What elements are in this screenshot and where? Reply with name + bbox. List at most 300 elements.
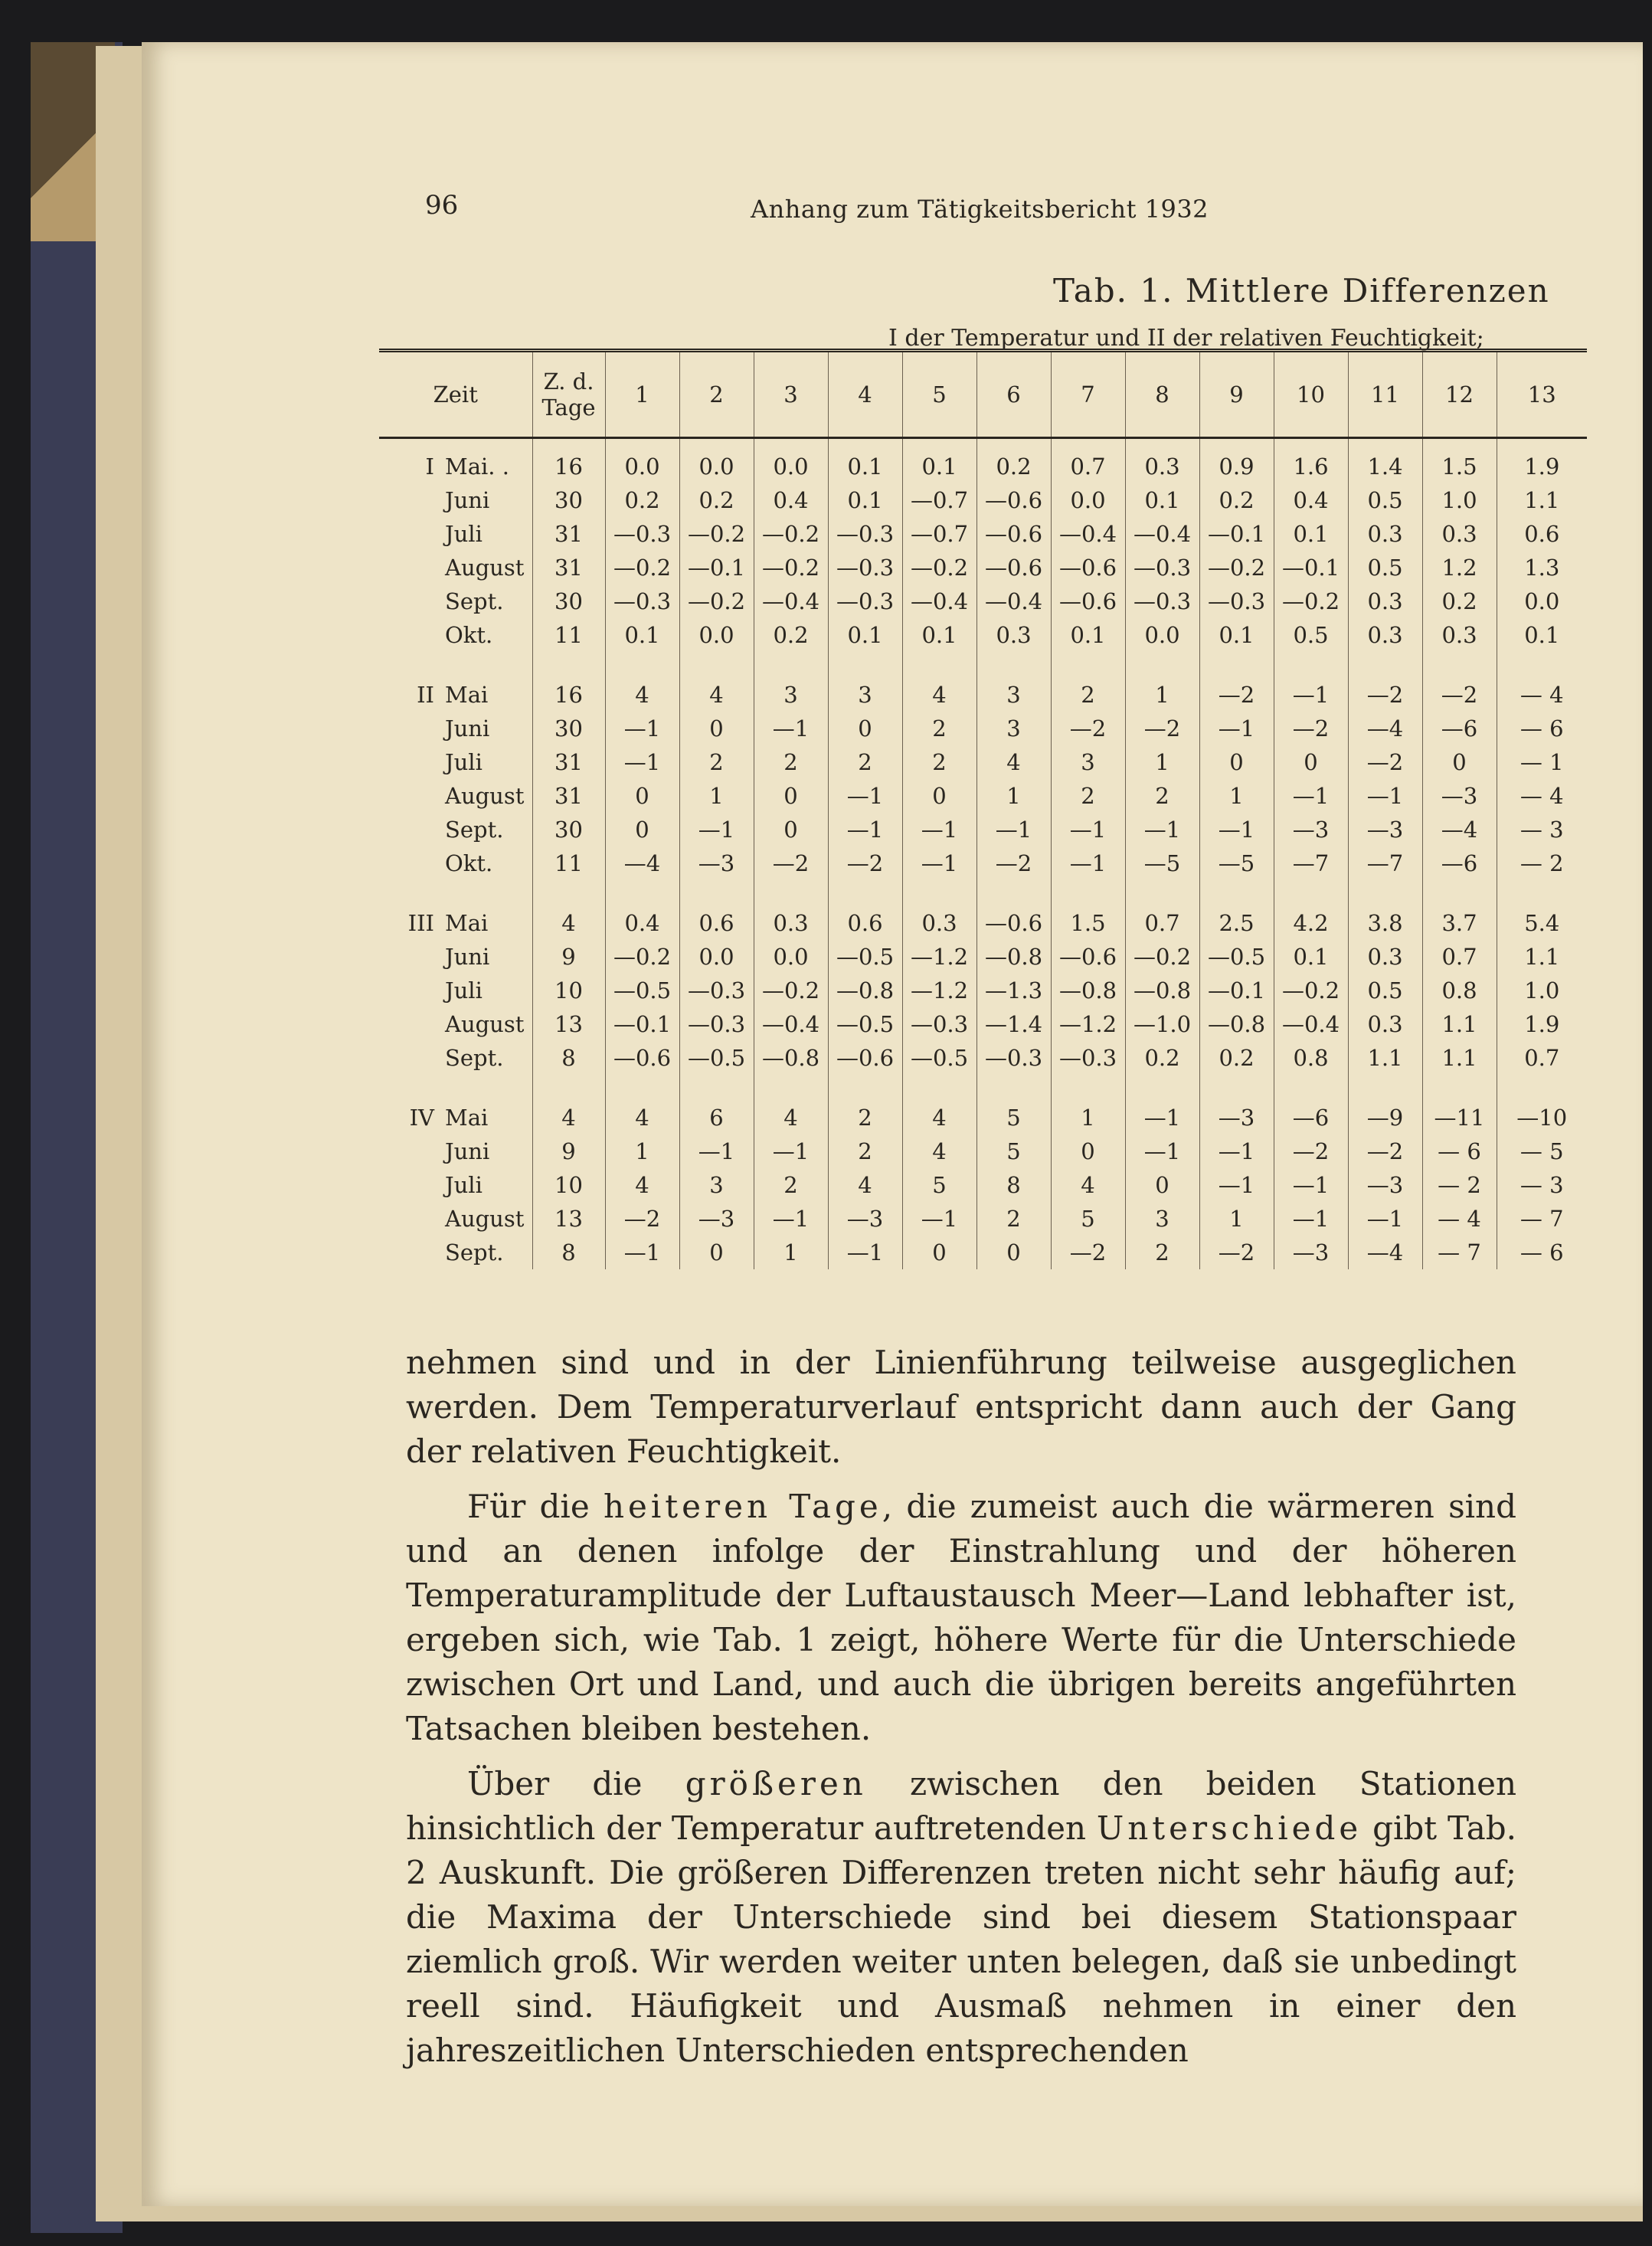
value-cell: 0 <box>1051 1134 1125 1168</box>
value-cell: —1 <box>1348 779 1422 813</box>
gap-cell <box>605 880 679 906</box>
month-label: Mai <box>445 682 489 708</box>
value-cell: 0.4 <box>754 483 828 517</box>
value-cell: 0.2 <box>1125 1041 1199 1075</box>
value-cell: 1 <box>1199 1202 1274 1236</box>
value-cell: 3 <box>1051 745 1125 779</box>
value-cell: 0.1 <box>828 618 902 652</box>
value-cell: 1 <box>1125 745 1199 779</box>
value-cell: —1 <box>754 1202 828 1236</box>
value-cell: 3.8 <box>1348 906 1422 940</box>
table-row <box>379 940 1587 974</box>
value-cell: 4 <box>754 1101 828 1134</box>
days-cell: 11 <box>532 846 605 880</box>
table-row <box>379 779 1587 813</box>
value-cell: 2 <box>828 1134 902 1168</box>
month-cell <box>379 712 532 745</box>
month-cell <box>379 1236 532 1269</box>
table-row <box>379 846 1587 880</box>
value-cell: 0.8 <box>1274 1041 1348 1075</box>
value-cell: —2 <box>1051 712 1125 745</box>
gap-cell <box>1422 880 1497 906</box>
col-header-hour: 7 <box>1051 351 1125 438</box>
value-cell: —0.2 <box>679 584 754 618</box>
value-cell: — 1 <box>1497 745 1587 779</box>
month-cell <box>379 678 532 712</box>
value-cell: 5 <box>976 1134 1051 1168</box>
block-gap <box>379 652 1587 678</box>
table-row <box>379 618 1587 652</box>
value-cell: 2 <box>1125 779 1199 813</box>
month-label: August <box>445 783 525 809</box>
value-cell: —2 <box>1199 1236 1274 1269</box>
value-cell: —7 <box>1274 846 1348 880</box>
value-cell: —0.3 <box>679 974 754 1007</box>
month-label: Juli <box>445 749 483 775</box>
value-cell: —2 <box>1125 712 1199 745</box>
value-cell: 0 <box>976 1236 1051 1269</box>
month-cell <box>379 1134 532 1168</box>
value-cell: —1 <box>902 813 976 846</box>
value-cell: —0.6 <box>976 906 1051 940</box>
col-header-hour: 9 <box>1199 351 1274 438</box>
days-cell: 30 <box>532 584 605 618</box>
value-cell: —0.1 <box>605 1007 679 1041</box>
gap-cell <box>679 652 754 678</box>
table-row <box>379 1101 1587 1134</box>
value-cell: — 3 <box>1497 1168 1587 1202</box>
value-cell: —0.3 <box>828 551 902 584</box>
gap-cell <box>379 880 532 906</box>
value-cell: 2.5 <box>1199 906 1274 940</box>
days-cell: 8 <box>532 1041 605 1075</box>
value-cell: 0.0 <box>754 940 828 974</box>
value-cell: 0.3 <box>1348 940 1422 974</box>
paragraph: nehmen sind und in der Linienführung teilweise ausgeglichen werden. Dem Temperaturverlauf entspricht dann auch der Gang der relativen Feuchtigkeit. <box>406 1344 1516 1470</box>
value-cell: —1 <box>754 1134 828 1168</box>
value-cell: 1.9 <box>1497 438 1587 484</box>
value-cell: 1 <box>976 779 1051 813</box>
month-cell <box>379 1101 532 1134</box>
month-label: Sept. <box>445 817 504 843</box>
value-cell: —5 <box>1199 846 1274 880</box>
value-cell: —0.6 <box>1051 940 1125 974</box>
value-cell: 0.1 <box>902 438 976 484</box>
days-cell: 30 <box>532 712 605 745</box>
gap-cell <box>1199 1075 1274 1101</box>
value-cell: —1 <box>1274 779 1348 813</box>
table-row <box>379 745 1587 779</box>
value-cell: 0.3 <box>754 906 828 940</box>
value-cell: — 6 <box>1422 1134 1497 1168</box>
value-cell: 2 <box>902 745 976 779</box>
days-cell: 31 <box>532 745 605 779</box>
value-cell: 3 <box>1125 1202 1199 1236</box>
col-header-days: Z. d. Tage <box>532 351 605 438</box>
value-cell: 1 <box>1051 1101 1125 1134</box>
emphasis-text: heiteren Tage <box>603 1488 882 1525</box>
value-cell: —0.2 <box>754 517 828 551</box>
value-cell: —2 <box>1274 1134 1348 1168</box>
col-header-hour: 8 <box>1125 351 1199 438</box>
block-gap <box>379 880 1587 906</box>
value-cell: —0.2 <box>1274 584 1348 618</box>
value-cell: 4 <box>976 745 1051 779</box>
value-cell: 0 <box>605 813 679 846</box>
value-cell: 0.1 <box>1497 618 1587 652</box>
value-cell: —1 <box>828 813 902 846</box>
value-cell: —2 <box>754 846 828 880</box>
value-cell: 0.1 <box>605 618 679 652</box>
value-cell: 0.6 <box>679 906 754 940</box>
data-table <box>379 349 1587 1269</box>
value-cell: 3 <box>976 678 1051 712</box>
value-cell: 0.4 <box>605 906 679 940</box>
value-cell: 6 <box>679 1101 754 1134</box>
value-cell: 0.1 <box>1274 517 1348 551</box>
value-cell: 1 <box>1199 779 1274 813</box>
month-label: Juli <box>445 1172 483 1198</box>
value-cell: 3.7 <box>1422 906 1497 940</box>
month-label: August <box>445 555 525 581</box>
value-cell: 1 <box>679 779 754 813</box>
gap-cell <box>976 652 1051 678</box>
month-label: August <box>445 1206 525 1232</box>
value-cell: 0.3 <box>1125 438 1199 484</box>
value-cell: —4 <box>1348 1236 1422 1269</box>
value-cell: 0.3 <box>1348 517 1422 551</box>
value-cell: —0.6 <box>1051 551 1125 584</box>
gap-cell <box>379 652 532 678</box>
gap-cell <box>976 880 1051 906</box>
month-label: Juni <box>445 1138 490 1164</box>
value-cell: —0.1 <box>1199 517 1274 551</box>
value-cell: —0.4 <box>1051 517 1125 551</box>
value-cell: 0 <box>1422 745 1497 779</box>
value-cell: —2 <box>828 846 902 880</box>
value-cell: —0.3 <box>976 1041 1051 1075</box>
value-cell: 4 <box>1051 1168 1125 1202</box>
gap-cell <box>532 880 605 906</box>
table-row <box>379 1041 1587 1075</box>
gap-cell <box>379 1075 532 1101</box>
value-cell: 1.4 <box>1348 438 1422 484</box>
gap-cell <box>679 880 754 906</box>
value-cell: 2 <box>828 1101 902 1134</box>
value-cell: —6 <box>1274 1101 1348 1134</box>
block-label: III <box>407 910 434 936</box>
text-run: gibt Tab. 2 Auskunft. Die größeren Differenzen treten nicht sehr häufig auf; die Maxima der Unterschiede sind bei diesem Stationspaar ziemlich groß. Wir werden weiter unten belegen, daß sie unbedingt reell sind. Häufigkeit und Ausmaß nehmen in einer den jahreszeitlichen Unterschieden entsprechenden <box>406 1809 1516 2069</box>
col-header-hour: 12 <box>1422 351 1497 438</box>
paragraph <box>406 1485 1516 1751</box>
days-cell: 8 <box>532 1236 605 1269</box>
gap-cell <box>902 1075 976 1101</box>
value-cell: 0.0 <box>1051 483 1125 517</box>
value-cell: 0.5 <box>1348 551 1422 584</box>
value-cell: —1 <box>679 1134 754 1168</box>
value-cell: 0.2 <box>679 483 754 517</box>
block-label: I <box>425 453 434 480</box>
value-cell: —5 <box>1125 846 1199 880</box>
month-cell <box>379 517 532 551</box>
col-header-hour: 10 <box>1274 351 1348 438</box>
value-cell: 4 <box>605 1168 679 1202</box>
value-cell: —0.5 <box>902 1041 976 1075</box>
gap-cell <box>1348 880 1422 906</box>
value-cell: —1 <box>1125 813 1199 846</box>
gap-cell <box>902 880 976 906</box>
value-cell: 4 <box>828 1168 902 1202</box>
value-cell: 0.5 <box>1348 974 1422 1007</box>
value-cell: —0.3 <box>1051 1041 1125 1075</box>
value-cell: —0.2 <box>605 551 679 584</box>
value-cell: 1.5 <box>1422 438 1497 484</box>
value-cell: —0.2 <box>1125 940 1199 974</box>
value-cell: —0.2 <box>1199 551 1274 584</box>
value-cell: —2 <box>1422 678 1497 712</box>
value-cell: 0.7 <box>1422 940 1497 974</box>
gap-cell <box>532 1075 605 1101</box>
value-cell: —1.2 <box>902 940 976 974</box>
value-cell: —0.7 <box>902 517 976 551</box>
value-cell: —1 <box>605 1236 679 1269</box>
gap-cell <box>1051 652 1125 678</box>
value-cell: —0.4 <box>902 584 976 618</box>
value-cell: —11 <box>1422 1101 1497 1134</box>
gap-cell <box>679 1075 754 1101</box>
value-cell: —1.4 <box>976 1007 1051 1041</box>
gap-cell <box>1497 880 1587 906</box>
month-cell <box>379 745 532 779</box>
month-label: Juni <box>445 944 490 970</box>
table-subtitle: I der Temperatur und II der relativen Feuchtigkeit; <box>888 325 1484 352</box>
days-cell: 31 <box>532 517 605 551</box>
days-cell: 4 <box>532 1101 605 1134</box>
header-row <box>379 351 1587 438</box>
value-cell: —2 <box>1348 678 1422 712</box>
value-cell: — 4 <box>1422 1202 1497 1236</box>
block-gap <box>379 1075 1587 1101</box>
value-cell: —2 <box>976 846 1051 880</box>
value-cell: —0.3 <box>828 584 902 618</box>
running-title: Anhang zum Tätigkeitsbericht 1932 <box>751 195 1209 224</box>
value-cell: —0.3 <box>605 584 679 618</box>
value-cell: — 2 <box>1497 846 1587 880</box>
value-cell: 0.3 <box>1348 584 1422 618</box>
value-cell: 4 <box>605 678 679 712</box>
value-cell: — 5 <box>1497 1134 1587 1168</box>
value-cell: 0.3 <box>976 618 1051 652</box>
value-cell: — 6 <box>1497 712 1587 745</box>
block-label: II <box>417 682 434 708</box>
value-cell: 0 <box>754 779 828 813</box>
value-cell: 2 <box>1051 779 1125 813</box>
value-cell: — 7 <box>1422 1236 1497 1269</box>
value-cell: 0.1 <box>1199 618 1274 652</box>
text-run: zwischen den beiden Stationen hinsichtlich der Temperatur auftretenden <box>406 1765 1516 1847</box>
table-row <box>379 1236 1587 1269</box>
value-cell: 0.6 <box>1497 517 1587 551</box>
month-cell <box>379 584 532 618</box>
month-label: Mai <box>445 910 489 936</box>
value-cell: 0.4 <box>1274 483 1348 517</box>
value-cell: —0.6 <box>605 1041 679 1075</box>
value-cell: 0.1 <box>1274 940 1348 974</box>
value-cell: —1 <box>605 712 679 745</box>
table-title: Tab. 1. Mittlere Differenzen <box>1053 272 1550 309</box>
value-cell: 4 <box>902 1101 976 1134</box>
value-cell: 2 <box>828 745 902 779</box>
days-cell: 30 <box>532 813 605 846</box>
gap-cell <box>754 1075 828 1101</box>
value-cell: —0.2 <box>754 974 828 1007</box>
table-row <box>379 1007 1587 1041</box>
month-label: Juli <box>445 521 483 547</box>
value-cell: —3 <box>1199 1101 1274 1134</box>
gap-cell <box>754 880 828 906</box>
value-cell: 0 <box>679 1236 754 1269</box>
value-cell: —6 <box>1422 712 1497 745</box>
table-row <box>379 906 1587 940</box>
value-cell: —1 <box>1199 1134 1274 1168</box>
value-cell: —3 <box>679 846 754 880</box>
value-cell: —1 <box>1348 1202 1422 1236</box>
value-cell: 0.2 <box>976 438 1051 484</box>
gap-cell <box>1274 880 1348 906</box>
value-cell: —0.8 <box>976 940 1051 974</box>
value-cell: —1 <box>605 745 679 779</box>
days-cell: 9 <box>532 940 605 974</box>
table-row <box>379 1134 1587 1168</box>
value-cell: 3 <box>754 678 828 712</box>
value-cell: 0.7 <box>1051 438 1125 484</box>
value-cell: 3 <box>976 712 1051 745</box>
table-row <box>379 517 1587 551</box>
value-cell: —0.6 <box>976 517 1051 551</box>
table-row <box>379 551 1587 584</box>
value-cell: —9 <box>1348 1101 1422 1134</box>
value-cell: 1.1 <box>1497 940 1587 974</box>
value-cell: 2 <box>976 1202 1051 1236</box>
month-label: Juni <box>445 487 490 513</box>
month-cell <box>379 438 532 484</box>
value-cell: —0.3 <box>605 517 679 551</box>
month-cell <box>379 483 532 517</box>
value-cell: 0.5 <box>1274 618 1348 652</box>
value-cell: 0 <box>754 813 828 846</box>
month-cell <box>379 846 532 880</box>
value-cell: —0.2 <box>605 940 679 974</box>
block-label: IV <box>409 1105 434 1131</box>
value-cell: 0.0 <box>1125 618 1199 652</box>
value-cell: 1.3 <box>1497 551 1587 584</box>
text-run: Über die <box>467 1765 685 1802</box>
value-cell: 1.5 <box>1051 906 1125 940</box>
value-cell: —0.6 <box>976 483 1051 517</box>
value-cell: 2 <box>754 745 828 779</box>
gap-cell <box>1199 880 1274 906</box>
gap-cell <box>754 652 828 678</box>
value-cell: —0.1 <box>1199 974 1274 1007</box>
value-cell: —3 <box>1422 779 1497 813</box>
month-cell <box>379 1168 532 1202</box>
gap-cell <box>828 652 902 678</box>
value-cell: 1.0 <box>1497 974 1587 1007</box>
table-row <box>379 813 1587 846</box>
value-cell: 0 <box>605 779 679 813</box>
value-cell: 4 <box>605 1101 679 1134</box>
value-cell: 0 <box>902 779 976 813</box>
value-cell: 0.0 <box>679 438 754 484</box>
days-cell: 30 <box>532 483 605 517</box>
value-cell: —0.3 <box>902 1007 976 1041</box>
value-cell: —0.3 <box>679 1007 754 1041</box>
value-cell: —0.5 <box>679 1041 754 1075</box>
value-cell: 0 <box>828 712 902 745</box>
col-header-hour: 3 <box>754 351 828 438</box>
gap-cell <box>1125 1075 1199 1101</box>
value-cell: 1.1 <box>1497 483 1587 517</box>
value-cell: —0.4 <box>1274 1007 1348 1041</box>
value-cell: — 4 <box>1497 678 1587 712</box>
value-cell: 5.4 <box>1497 906 1587 940</box>
month-cell <box>379 618 532 652</box>
value-cell: 0.3 <box>1348 618 1422 652</box>
value-cell: —0.2 <box>902 551 976 584</box>
value-cell: 2 <box>754 1168 828 1202</box>
value-cell: 0 <box>1125 1168 1199 1202</box>
value-cell: 2 <box>902 712 976 745</box>
value-cell: —0.4 <box>1125 517 1199 551</box>
value-cell: 0.5 <box>1348 483 1422 517</box>
value-cell: —3 <box>1348 1168 1422 1202</box>
month-cell <box>379 813 532 846</box>
value-cell: 0.7 <box>1125 906 1199 940</box>
value-cell: —2 <box>605 1202 679 1236</box>
value-cell: 0.7 <box>1497 1041 1587 1075</box>
value-cell: 2 <box>1051 678 1125 712</box>
gap-cell <box>1348 652 1422 678</box>
days-cell: 31 <box>532 779 605 813</box>
body-text <box>406 1341 1516 2084</box>
value-cell: —2 <box>1199 678 1274 712</box>
gap-cell <box>1422 1075 1497 1101</box>
col-header-hour: 1 <box>605 351 679 438</box>
value-cell: —1 <box>1199 813 1274 846</box>
value-cell: 0.1 <box>1125 483 1199 517</box>
value-cell: —1 <box>1051 813 1125 846</box>
value-cell: — 7 <box>1497 1202 1587 1236</box>
col-header-hour: 11 <box>1348 351 1422 438</box>
value-cell: 1 <box>1125 678 1199 712</box>
value-cell: 0.0 <box>679 618 754 652</box>
emphasis-text: größeren <box>685 1765 867 1802</box>
month-cell <box>379 974 532 1007</box>
value-cell: —2 <box>1274 712 1348 745</box>
col-header-hour: 13 <box>1497 351 1587 438</box>
value-cell: 3 <box>679 1168 754 1202</box>
month-label: Juli <box>445 977 483 1003</box>
value-cell: 0 <box>902 1236 976 1269</box>
gap-cell <box>1125 652 1199 678</box>
gap-cell <box>605 652 679 678</box>
days-cell: 13 <box>532 1007 605 1041</box>
value-cell: 1.2 <box>1422 551 1497 584</box>
value-cell: 1.1 <box>1422 1007 1497 1041</box>
value-cell: —0.6 <box>828 1041 902 1075</box>
value-cell: —1 <box>902 846 976 880</box>
month-label: Okt. <box>445 622 493 648</box>
